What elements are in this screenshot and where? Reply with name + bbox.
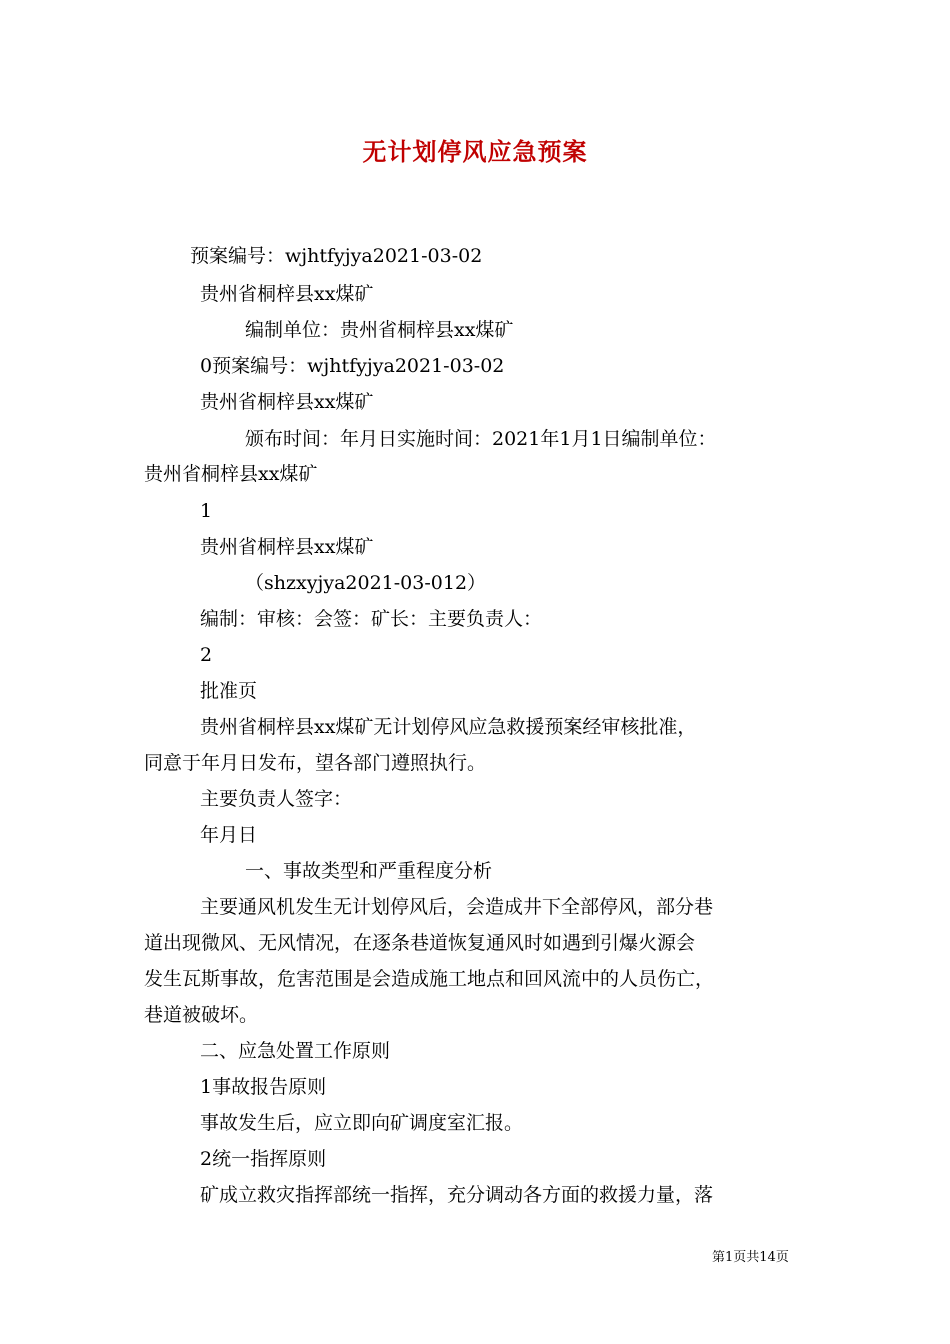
page-title: 无计划停风应急预案	[362, 137, 588, 166]
signatories-line: 编制：审核：会签：矿长：主要负责人：	[200, 608, 543, 630]
section-heading-1: 一、事故类型和严重程度分析	[245, 860, 493, 882]
page-number-1: 1	[200, 500, 213, 522]
plan-code-line: （shzxyjya2021-03-012）	[245, 572, 487, 594]
issue-date-line: 颁布时间：年月日实施时间：2021年1月1日编制单位：	[245, 428, 717, 450]
section-1-paragraph-line-3: 发生瓦斯事故，危害范围是会造成施工地点和回风流中的人员伤亡，	[144, 968, 715, 990]
company-name-line-4: 贵州省桐梓县xx煤矿	[200, 536, 374, 558]
principle-2-text: 矿成立救灾指挥部统一指挥，充分调动各方面的救援力量，落	[200, 1184, 714, 1206]
page-footer: 第1页共14页	[712, 1250, 789, 1265]
company-name-line-2: 贵州省桐梓县xx煤矿	[200, 391, 374, 413]
approval-text-line-1: 贵州省桐梓县xx煤矿无计划停风应急救援预案经审核批准，	[200, 716, 697, 738]
leader-signature-line: 主要负责人签字：	[200, 788, 353, 810]
principle-2-heading: 2统一指挥原则	[200, 1148, 327, 1170]
section-1-paragraph-line-1: 主要通风机发生无计划停风后，会造成井下全部停风，部分巷	[200, 896, 714, 918]
plan-number-line: 预案编号：wjhtfyjya2021-03-02	[190, 245, 483, 267]
page-number-2: 2	[200, 644, 213, 666]
date-line: 年月日	[200, 824, 258, 846]
company-name-line: 贵州省桐梓县xx煤矿	[200, 283, 374, 305]
section-1-paragraph-line-4: 巷道被破坏。	[144, 1004, 259, 1026]
principle-1-text: 事故发生后，应立即向矿调度室汇报。	[200, 1112, 524, 1134]
section-heading-2: 二、应急处置工作原则	[200, 1040, 391, 1062]
approval-text-line-2: 同意于年月日发布，望各部门遵照执行。	[144, 752, 487, 774]
section-1-paragraph-line-2: 道出现微风、无风情况，在逐条巷道恢复通风时如遇到引爆火源会	[144, 932, 696, 954]
compiling-unit-line: 编制单位：贵州省桐梓县xx煤矿	[245, 319, 514, 341]
principle-1-heading: 1事故报告原则	[200, 1076, 327, 1098]
company-name-line-3: 贵州省桐梓县xx煤矿	[144, 463, 318, 485]
plan-number-line-2: 0预案编号：wjhtfyjya2021-03-02	[200, 355, 505, 377]
approval-page-heading: 批准页	[200, 680, 258, 702]
